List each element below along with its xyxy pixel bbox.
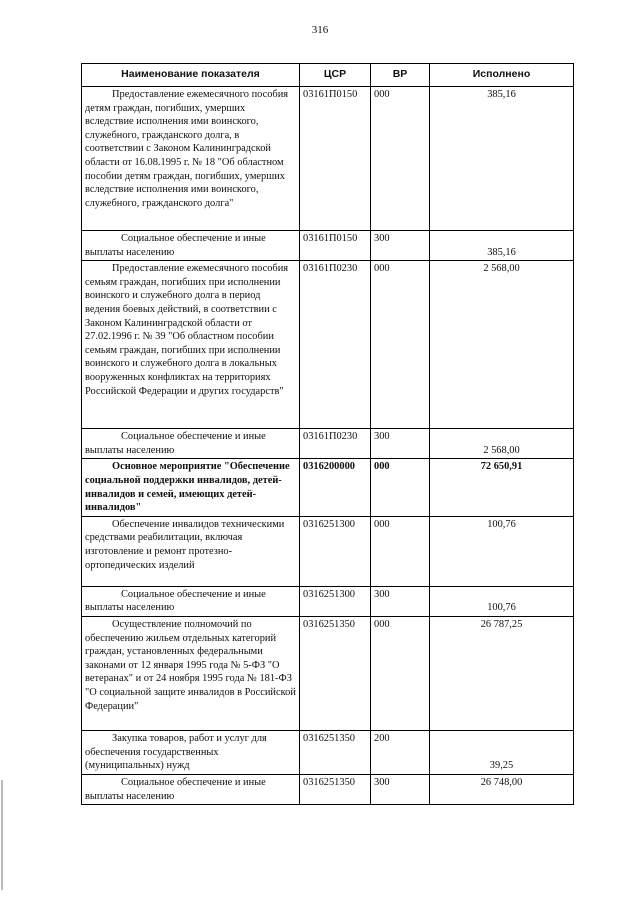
- header-name: Наименование показателя: [82, 64, 300, 87]
- budget-execution-table: [81, 63, 574, 805]
- row-csr: 0316200000: [300, 459, 371, 516]
- row-executed: 100,76: [430, 586, 574, 616]
- table-row: [82, 516, 574, 586]
- row-name: Социальное обеспечение и иные выплаты населению: [82, 586, 300, 616]
- table-row: [82, 586, 574, 616]
- row-vr: 300: [371, 774, 430, 804]
- row-vr: 000: [371, 616, 430, 730]
- table-row: [82, 459, 574, 516]
- row-vr: 000: [371, 459, 430, 516]
- row-executed: 2 568,00: [430, 261, 574, 429]
- header-csr: ЦСР: [300, 64, 371, 87]
- row-vr: 000: [371, 87, 430, 231]
- table-header-row: [82, 64, 574, 87]
- row-vr: 000: [371, 516, 430, 586]
- table-row: [82, 261, 574, 429]
- row-vr: 000: [371, 261, 430, 429]
- row-csr: 03161П0150: [300, 87, 371, 231]
- row-name: Основное мероприятие "Обеспечение социальной поддержки инвалидов, детей-инвалидов и семей, имеющих детей-инвалидов": [82, 459, 300, 516]
- row-name: Закупка товаров, работ и услуг для обеспечения государственных (муниципальных) нужд: [82, 730, 300, 774]
- table-row: [82, 429, 574, 459]
- row-csr: 03161П0230: [300, 261, 371, 429]
- row-vr: 200: [371, 730, 430, 774]
- row-vr: 300: [371, 231, 430, 261]
- scan-edge-mark: [1, 780, 3, 890]
- row-executed: 39,25: [430, 730, 574, 774]
- row-executed: 385,16: [430, 231, 574, 261]
- table-row: [82, 774, 574, 804]
- row-name: Социальное обеспечение и иные выплаты населению: [82, 231, 300, 261]
- row-executed: 26 748,00: [430, 774, 574, 804]
- row-name: Социальное обеспечение и иные выплаты населению: [82, 774, 300, 804]
- row-executed: 100,76: [430, 516, 574, 586]
- row-executed: 72 650,91: [430, 459, 574, 516]
- row-csr: 0316251350: [300, 774, 371, 804]
- table-row: [82, 231, 574, 261]
- row-name: Предоставление ежемесячного пособия детям граждан, погибших, умерших вследствие исполнения ими воинского, служебного, гражданского долга, в соответствии с Законом Калининградской области от 16.08.1995 г. № 18 "Об областном пособии детям граждан, погибших, умерших вследствие исполнения ими воинского, служебного, гражданского долга": [82, 87, 300, 231]
- row-csr: 0316251300: [300, 586, 371, 616]
- row-csr: 0316251300: [300, 516, 371, 586]
- row-vr: 300: [371, 429, 430, 459]
- row-csr: 0316251350: [300, 730, 371, 774]
- page-number: 316: [311, 24, 329, 36]
- row-vr: 300: [371, 586, 430, 616]
- table-row: [82, 616, 574, 730]
- header-executed: Исполнено: [430, 64, 574, 87]
- row-name: Обеспечение инвалидов техническими средствами реабилитации, включая изготовление и ремонт протезно-ортопедических изделий: [82, 516, 300, 586]
- row-executed: 2 568,00: [430, 429, 574, 459]
- row-csr: 0316251350: [300, 616, 371, 730]
- row-executed: 26 787,25: [430, 616, 574, 730]
- row-csr: 03161П0230: [300, 429, 371, 459]
- header-vr: ВР: [371, 64, 430, 87]
- row-executed: 385,16: [430, 87, 574, 231]
- row-name: Социальное обеспечение и иные выплаты населению: [82, 429, 300, 459]
- row-csr: 03161П0150: [300, 231, 371, 261]
- table-row: [82, 730, 574, 774]
- row-name: Осуществление полномочий по обеспечению жильем отдельных категорий граждан, установленных федеральными законами от 12 января 1995 года № 5-ФЗ "О ветеранах" и от 24 ноября 1995 года № 181-ФЗ "О социальной защите инвалидов в Российской Федерации": [82, 616, 300, 730]
- row-name: Предоставление ежемесячного пособия семьям граждан, погибших при исполнении воинского и служебного долга в период ведения боевых действий, в соответствии с Законом Калининградской области от 27.02.1996 г. № 39 "Об областном пособии семьям граждан, погибших при исполнении воинского и служебного долга в локальных вооруженных конфликтах на территориях Российской Федерации и других государств": [82, 261, 300, 429]
- table-row: [82, 87, 574, 231]
